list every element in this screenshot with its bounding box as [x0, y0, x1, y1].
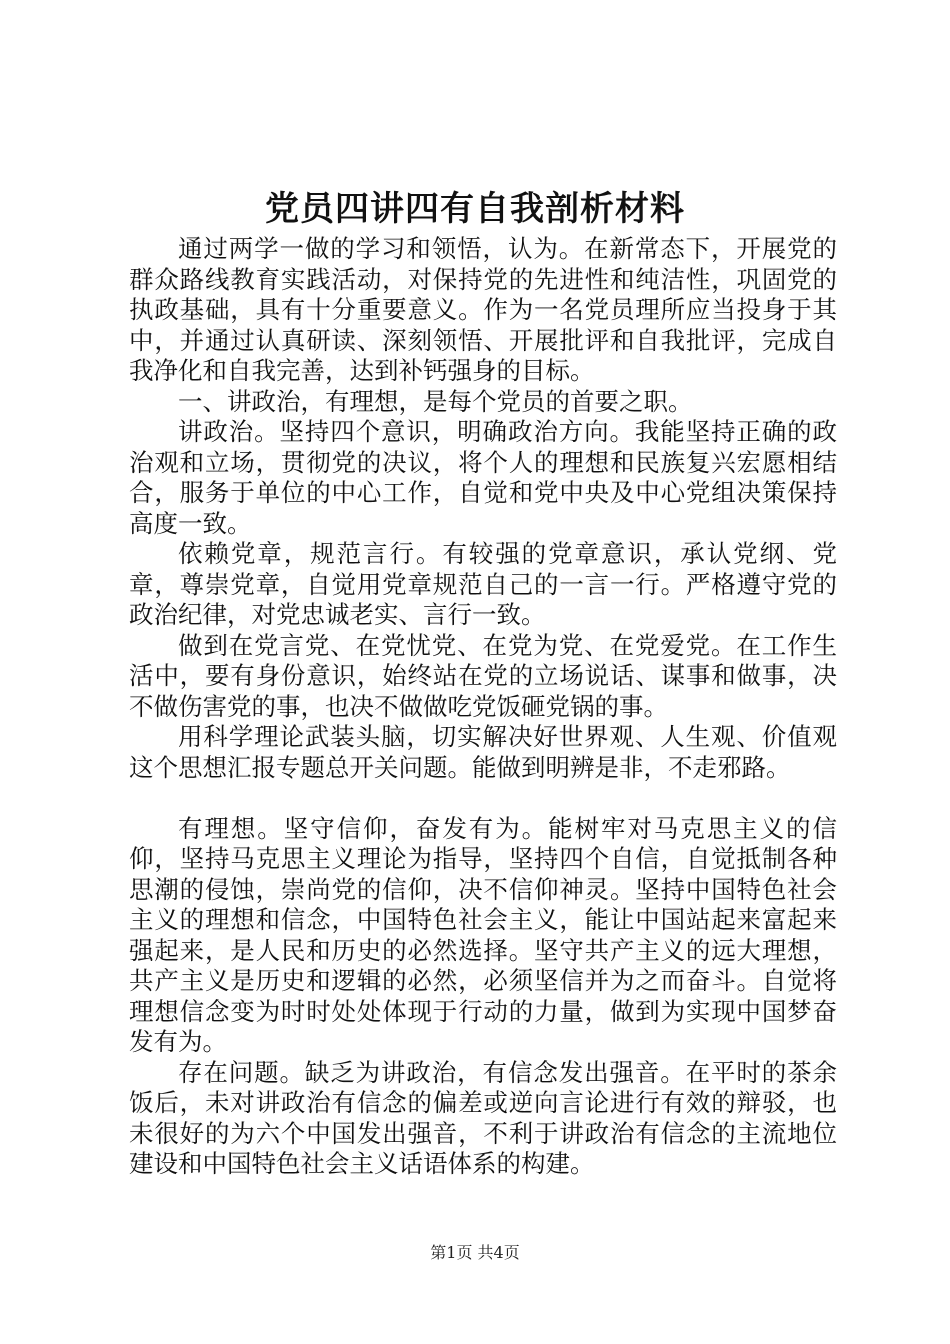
paragraph-theory: 用科学理论武装头脑，切实解决好世界观、人生观、价值观这个思想汇报专题总开关问题。能做到明辨是非，不走邪路。	[129, 722, 837, 782]
document-body	[129, 234, 837, 1180]
section-heading: 一、讲政治，有理想，是每个党员的首要之职。	[178, 386, 693, 416]
page-number-footer: 第1页 共4页	[430, 1243, 520, 1262]
document-title: 党员四讲四有自我剖析材料	[265, 189, 685, 229]
paragraph-politics: 讲政治。坚持四个意识，明确政治方向。我能坚持正确的政治观和立场，贯彻党的决议，将个人的理想和民族复兴宏愿相结合，服务于单位的中心工作，自觉和党中央及中心党组决策保持高度一致。	[129, 417, 837, 538]
paragraph-intro: 通过两学一做的学习和领悟，认为。在新常态下，开展党的群众路线教育实践活动，对保持党的先进性和纯洁性，巩固党的执政基础，具有十分重要意义。作为一名党员理所应当投身于其中，并通过认真研读、深刻领悟、开展批评和自我批评，完成自我净化和自我完善，达到补钙强身的目标。	[129, 234, 837, 385]
paragraph-party-identity: 做到在党言党、在党忧党、在党为党、在党爱党。在工作生活中，要有身份意识，始终站在党的立场说话、谋事和做事，决不做伤害党的事，也决不做做吃党饭砸党锅的事。	[129, 630, 837, 721]
paragraph-problems: 存在问题。缺乏为讲政治，有信念发出强音。在平时的茶余饭后，未对讲政治有信念的偏差或逆向言论进行有效的辩驳，也未很好的为六个中国发出强音，不利于讲政治有信念的主流地位建设和中国特色社会主义话语体系的构建。	[129, 1057, 837, 1178]
paragraph-ideals: 有理想。坚守信仰，奋发有为。能树牢对马克思主义的信仰，坚持马克思主义理论为指导，坚持四个自信，自觉抵制各种思潮的侵蚀，崇尚党的信仰，决不信仰神灵。坚持中国特色社会主义的理想和信念，中国特色社会主义，能让中国站起来富起来强起来，是人民和历史的必然选择。坚守共产主义的远大理想，共产主义是历史和逻辑的必然，必须坚信并为之而奋斗。自觉将理想信念变为时时处处体现于行动的力量，做到为实现中国梦奋发有为。	[129, 813, 837, 1056]
paragraph-party-constitution: 依赖党章，规范言行。有较强的党章意识，承认党纲、党章，尊崇党章，自觉用党章规范自己的一言一行。严格遵守党的政治纪律，对党忠诚老实、言行一致。	[129, 539, 837, 629]
